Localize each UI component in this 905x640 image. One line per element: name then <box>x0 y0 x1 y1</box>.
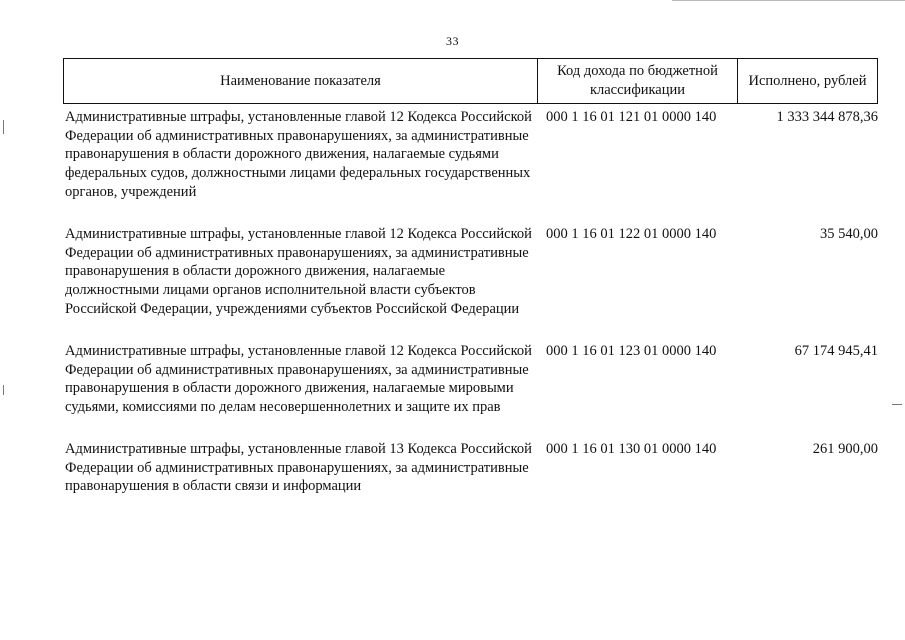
row-name: Административные штрафы, установленные главой 13 Кодекса Российской Федерации об административных правонарушениях, за административные правонарушения в области связи и информации <box>65 441 532 495</box>
top-edge-rule <box>672 0 905 1</box>
row-amount: 261 900,00 <box>812 441 878 457</box>
table-row <box>63 440 878 500</box>
margin-mark <box>3 385 4 395</box>
margin-mark <box>3 120 4 134</box>
table-body <box>63 108 878 500</box>
row-name: Административные штрафы, установленные главой 12 Кодекса Российской Федерации об административных правонарушениях, за административные правонарушения в области дорожного движения, налагаемые судьями федеральных судов, должностными лицами федеральных государственных органов, учреждений <box>65 109 532 200</box>
column-header-name: Наименование показателя <box>64 59 538 103</box>
row-name: Административные штрафы, установленные главой 12 Кодекса Российской Федерации об административных правонарушениях, за административные правонарушения в области дорожного движения, налагаемые должностными лицами органов исполнительной власти субъектов Российской Федерации, учреждениями субъектов Российской Федерации <box>65 226 532 317</box>
row-code: 000 1 16 01 130 01 0000 140 <box>546 441 717 457</box>
table-header <box>63 58 878 104</box>
row-amount: 67 174 945,41 <box>794 343 878 359</box>
row-code: 000 1 16 01 121 01 0000 140 <box>546 109 717 125</box>
table-row <box>63 108 878 225</box>
table-row <box>63 342 878 440</box>
row-code: 000 1 16 01 122 01 0000 140 <box>546 226 717 242</box>
row-amount: 35 540,00 <box>820 226 878 242</box>
row-amount: 1 333 344 878,36 <box>776 109 878 125</box>
margin-mark <box>892 404 902 405</box>
page-number: 33 <box>446 34 459 48</box>
row-name: Административные штрафы, установленные главой 12 Кодекса Российской Федерации об административных правонарушениях, за административные правонарушения в области дорожного движения, налагаемые мировыми судьями, комиссиями по делам несовершеннолетних и защите их прав <box>65 343 532 416</box>
column-header-amount: Исполнено, рублей <box>748 72 867 89</box>
column-header-code: Код дохода по бюджетной классификации <box>538 59 738 103</box>
row-code: 000 1 16 01 123 01 0000 140 <box>546 343 717 359</box>
table-row <box>63 225 878 342</box>
